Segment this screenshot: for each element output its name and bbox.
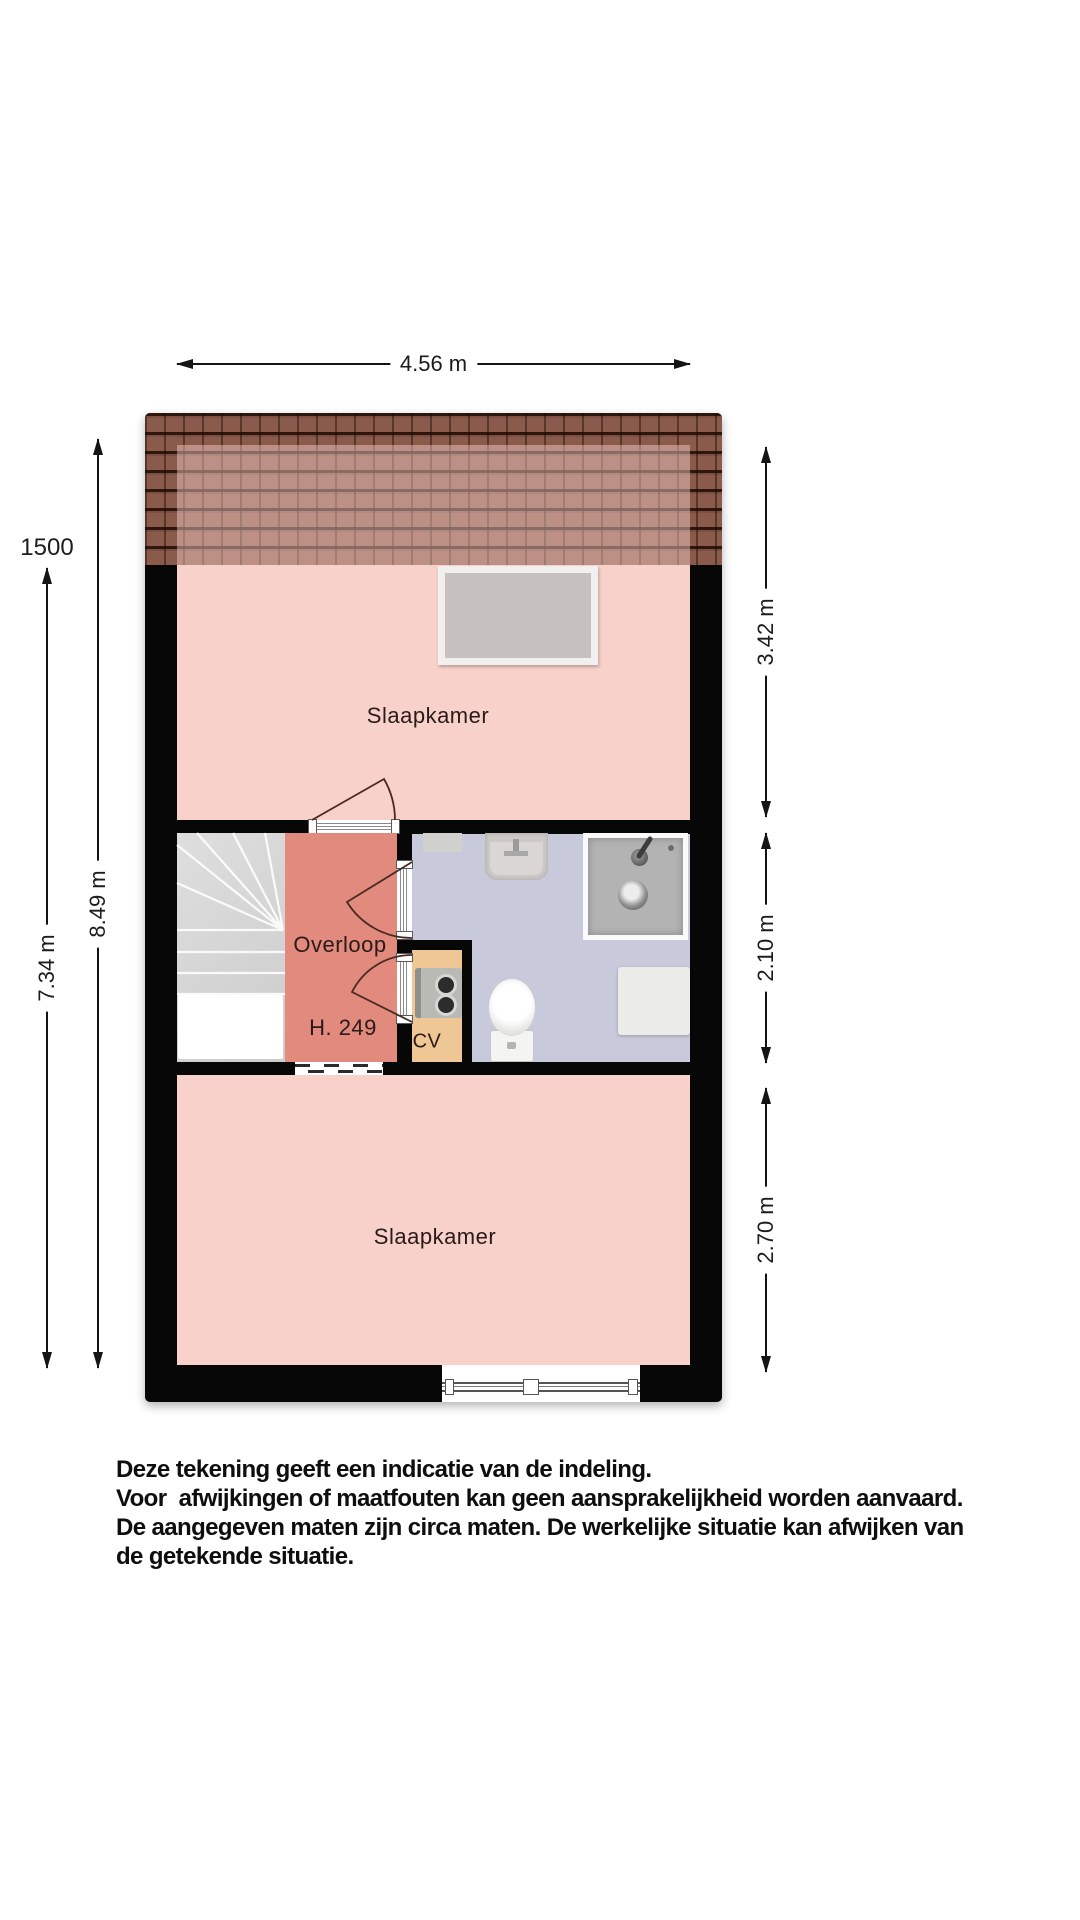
- disclaimer-line: de getekende situatie.: [116, 1543, 354, 1570]
- door-swing-bedroom-top: [312, 779, 395, 820]
- dimension-right-bottom-label: 2.70 m: [753, 1186, 779, 1273]
- disclaimer-text: [116, 1455, 964, 1571]
- dimension-left-outer-label: 7.34 m: [34, 924, 60, 1011]
- boiler-closet-label: CV: [412, 1030, 442, 1053]
- door-swing-boiler-closet: [352, 955, 412, 1022]
- dimension-left-outer: [34, 568, 59, 1368]
- dimension-top-width: [177, 351, 690, 376]
- dimension-right-middle-label: 2.10 m: [753, 904, 779, 991]
- disclaimer-line: Voor afwijkingen of maatfouten kan geen aansprakelijkheid worden aanvaard.: [116, 1485, 963, 1512]
- shower-arm: [639, 839, 650, 856]
- stair-treads: [177, 833, 285, 994]
- ridge-height-label: 1500: [20, 534, 74, 561]
- dimension-left-inner-label: 8.49 m: [85, 860, 111, 947]
- disclaimer-line: Deze tekening geeft een indicatie van de indeling.: [116, 1456, 652, 1483]
- dimension-right-bottom: [753, 1088, 778, 1372]
- dimension-right-top-label: 3.42 m: [753, 588, 779, 675]
- dimension-right-top: [753, 447, 778, 817]
- room-bedroom-bottom-label: Slaapkamer: [373, 1224, 497, 1249]
- door-swing-bathroom: [347, 862, 412, 938]
- floorplan: [145, 413, 722, 1402]
- landing-height-label: H. 249: [309, 1015, 377, 1040]
- room-landing-label: Overloop: [293, 932, 387, 957]
- dimension-right-middle: [753, 833, 778, 1063]
- room-bedroom-top-label: Slaapkamer: [366, 703, 490, 728]
- dimension-top-width-label: 4.56 m: [390, 351, 477, 377]
- dimension-left-inner: [85, 439, 110, 1368]
- disclaimer-line: De aangegeven maten zijn circa maten. De werkelijke situatie kan afwijken van: [116, 1514, 964, 1541]
- plan-line-overlay: [145, 413, 722, 1402]
